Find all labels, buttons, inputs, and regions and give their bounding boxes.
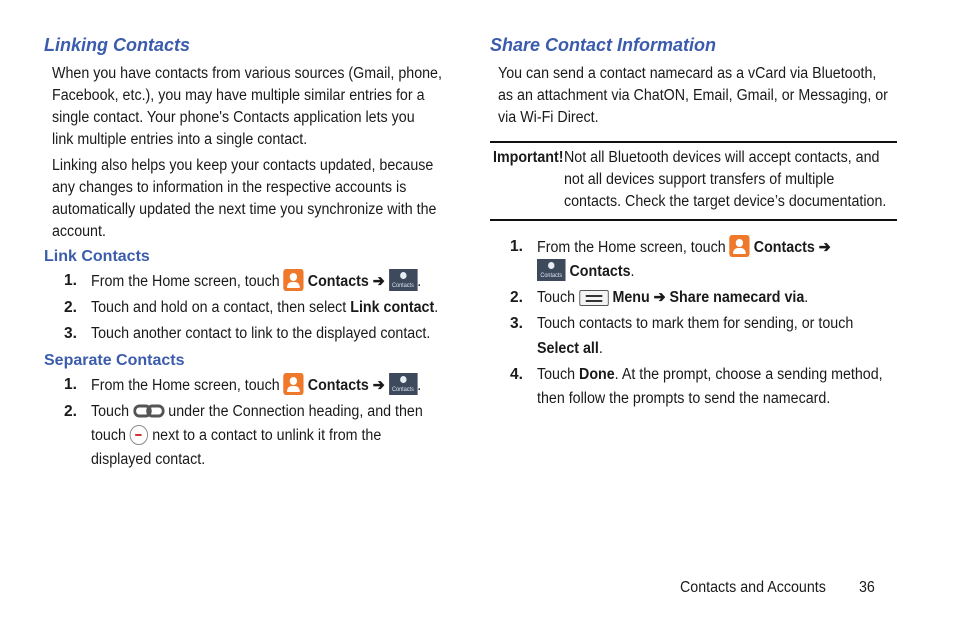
link-icon xyxy=(133,404,164,418)
share-step-3: 3. Touch contacts to mark them for sending, or touch Select all. xyxy=(510,315,854,357)
contacts-tab-icon: Contacts xyxy=(537,259,566,281)
page-number: 36 xyxy=(859,579,875,596)
important-note: Not all Bluetooth devices will accept contacts, and not all devices support transfers of multiple contacts. Check the target device’s documentation. xyxy=(564,149,887,210)
linking-benefit-paragraph: Linking also helps you keep your contacts updated, because any changes to information in the respective accounts is automatically updated the next time you synchronize with the account. xyxy=(52,157,437,240)
contacts-app-icon xyxy=(730,235,750,257)
separate-step-1: 1. From the Home screen, touch Contacts ➔ Contacts . xyxy=(64,373,454,397)
important-label: Important! xyxy=(493,149,564,166)
separate-contacts-heading: Separate Contacts xyxy=(44,352,185,369)
link-step-3: 3. Touch another contact to link to the displayed contact. xyxy=(64,325,431,342)
linking-contacts-heading: Linking Contacts xyxy=(44,35,191,55)
contacts-tab-icon: Contacts xyxy=(389,269,418,291)
contacts-tab-icon: Contacts xyxy=(389,373,418,395)
share-intro-paragraph: You can send a contact namecard as a vCard via Bluetooth, as an attachment via ChatON, Email, Gmail, or Messaging, or via Wi-Fi Direct. xyxy=(498,65,888,126)
linking-intro-paragraph: When you have contacts from various sources (Gmail, phone, Facebook, etc.), you may have multiple similar entries for a single contact. Your phone's Contacts application lets you link multiple entries into a single contact. xyxy=(52,65,442,148)
share-step-1: 1. From the Home screen, touch Contacts ➔ Contacts Contacts. xyxy=(510,235,900,283)
contacts-app-icon xyxy=(284,373,304,395)
link-step-1: 1. From the Home screen, touch Contacts ➔ Contacts . xyxy=(64,269,454,293)
important-top-rule xyxy=(490,141,897,143)
link-step-2: 2. Touch and hold on a contact, then select Link contact. xyxy=(64,299,439,316)
important-bottom-rule xyxy=(490,219,897,221)
share-contact-heading: Share Contact Information xyxy=(490,35,717,55)
menu-key-icon xyxy=(579,290,608,306)
contacts-app-icon xyxy=(284,269,304,291)
footer-section-title: Contacts and Accounts xyxy=(680,579,826,596)
link-contacts-heading: Link Contacts xyxy=(44,248,150,265)
separate-step-2: 2. Touch under the Connection heading, and then touch next to a contact to unlink it from the displayed contact. xyxy=(64,403,423,468)
share-step-4: 4. Touch Done. At the prompt, choose a sending method, then follow the prompts to send the namecard. xyxy=(510,366,883,407)
share-step-2: 2. Touch Menu ➔ Share namecard via. xyxy=(510,289,809,306)
unlink-minus-icon xyxy=(130,425,148,445)
